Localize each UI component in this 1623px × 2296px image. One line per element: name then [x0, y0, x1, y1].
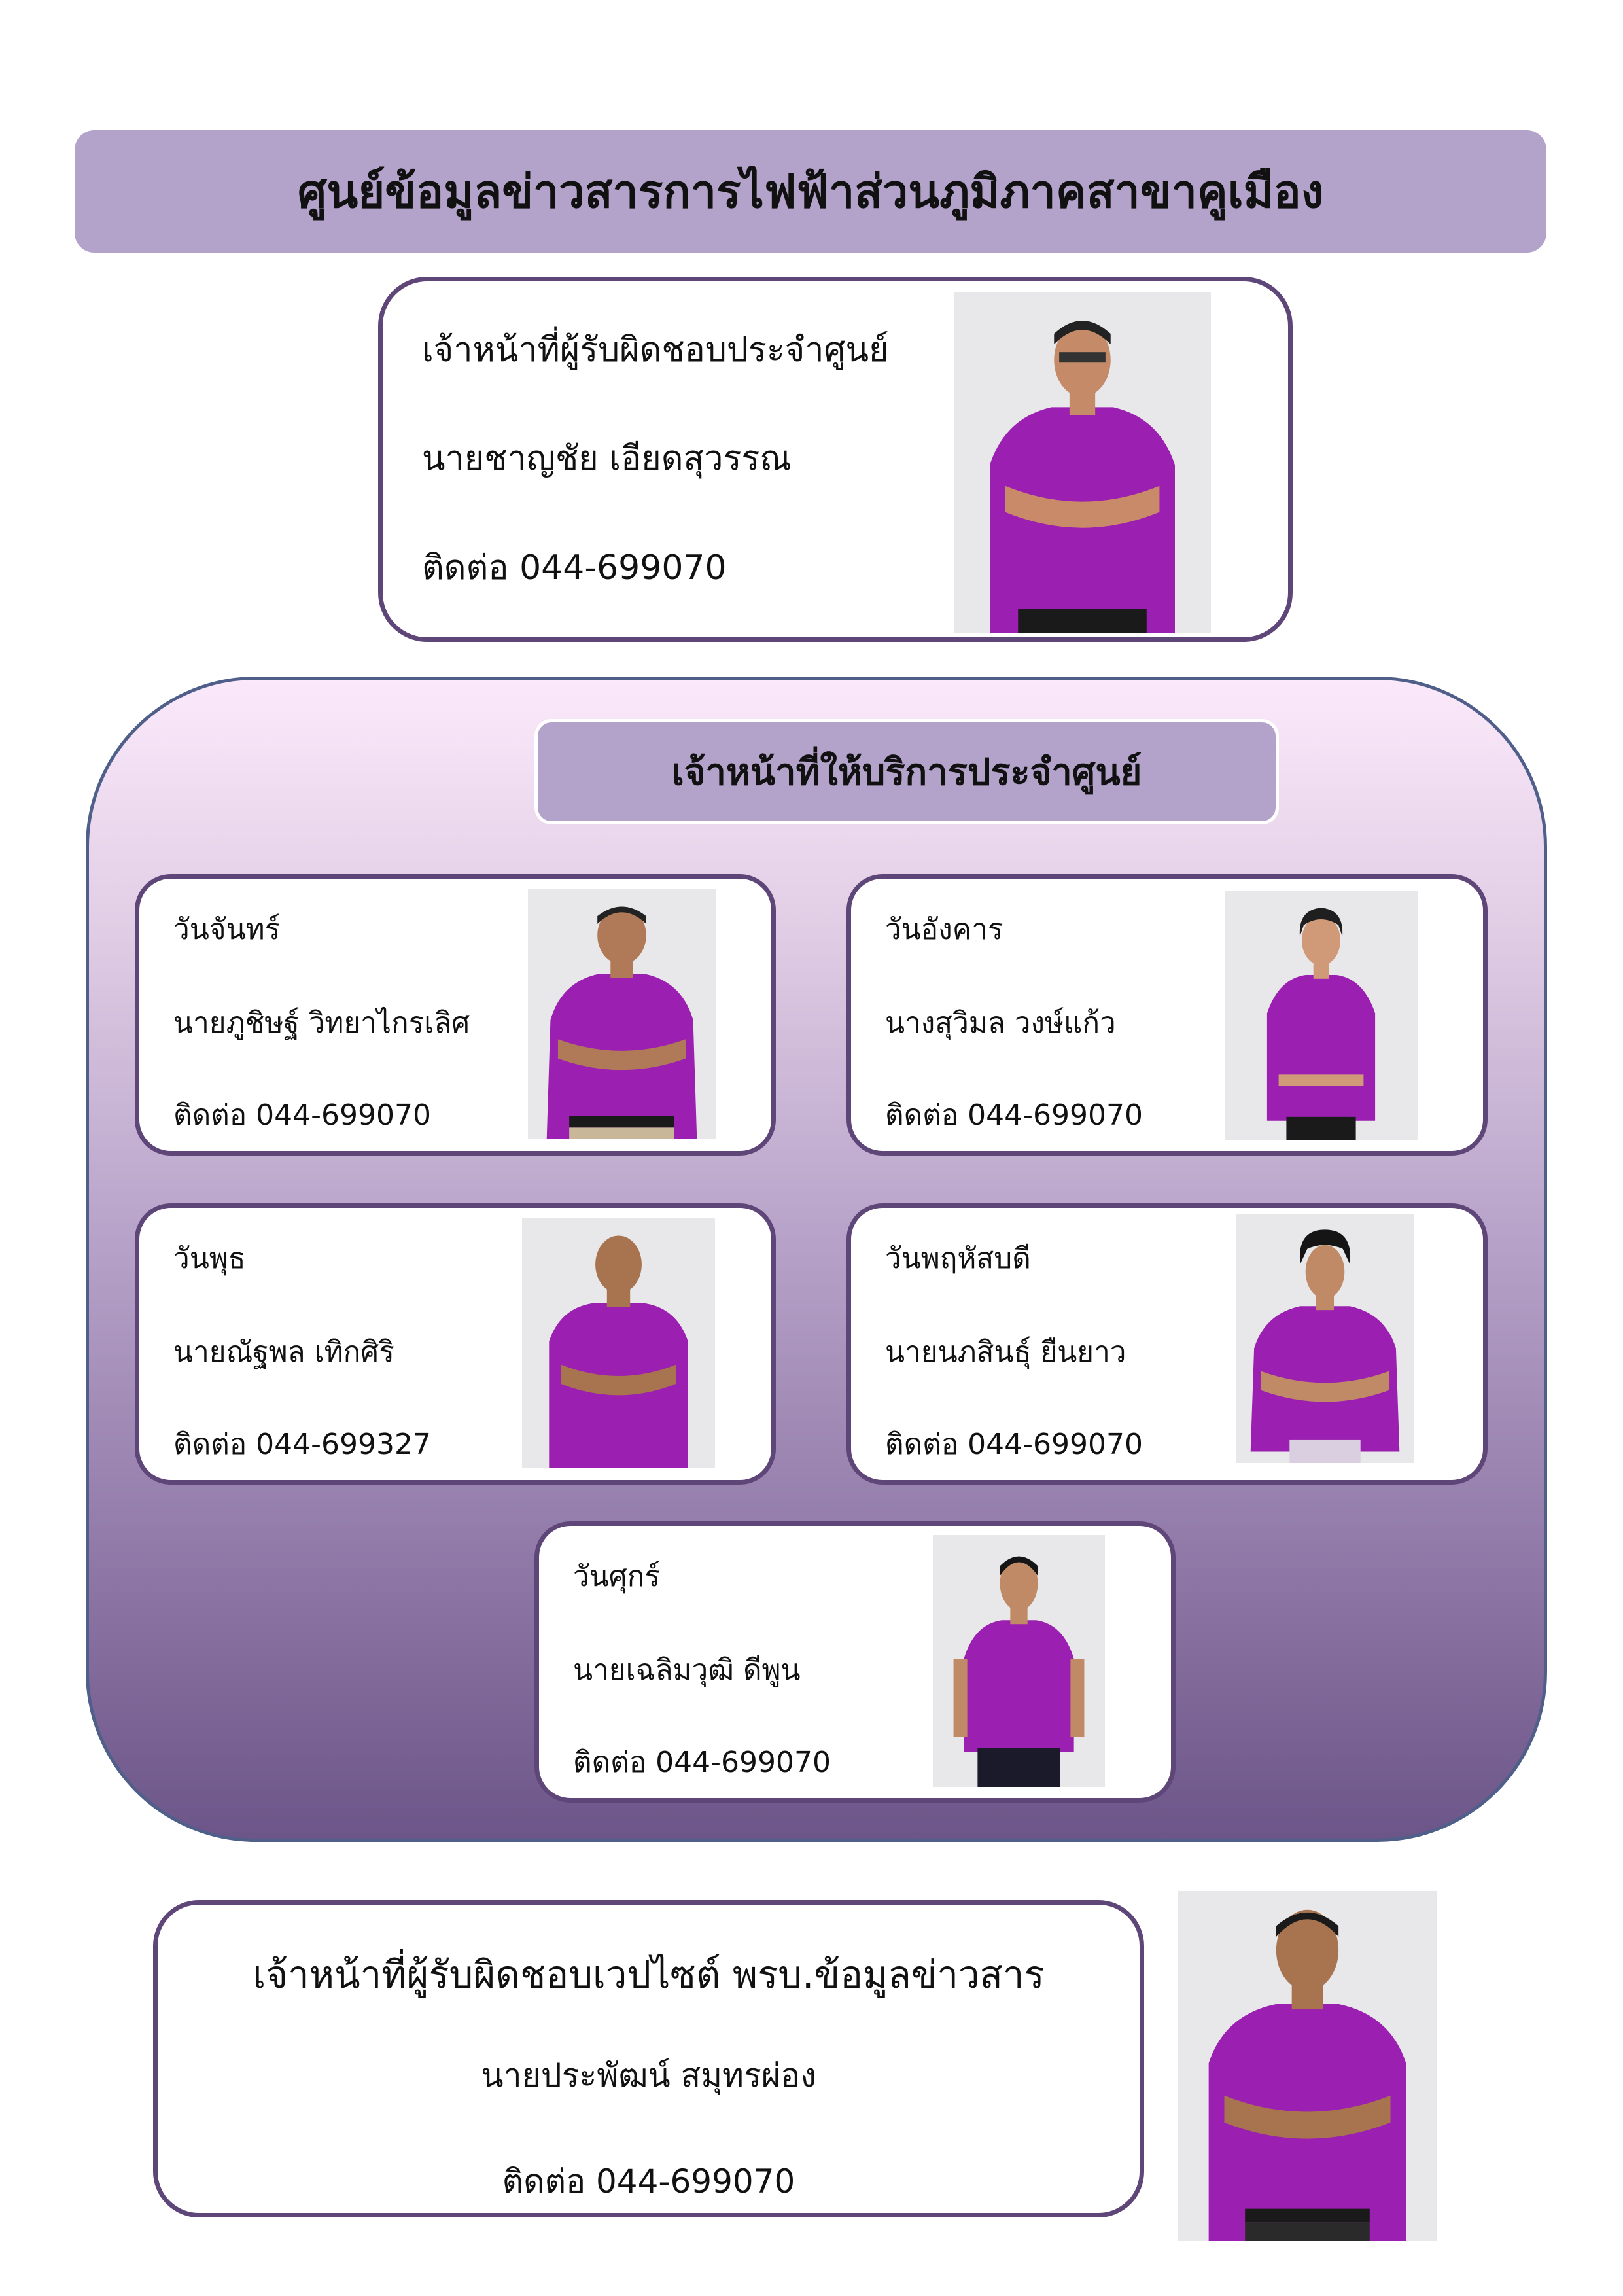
staff-name: นางสุวิมล วงษ์แก้ว — [885, 1006, 1116, 1040]
web-officer-name: นายประพัฒน์ สมุทรผ่อง — [481, 2057, 816, 2094]
staff-name: นายนภสินธุ์ ยืนยาว — [885, 1335, 1126, 1369]
web-officer-contact: ติดต่อ 044-699070 — [502, 2163, 795, 2200]
staff-day: วันพฤหัสบดี — [885, 1242, 1031, 1275]
staff-section-title: เจ้าหน้าที่ให้บริการประจำศูนย์ — [671, 751, 1142, 794]
head-officer-role: เจ้าหน้าที่ผู้รับผิดชอบประจำศูนย์ — [422, 330, 889, 370]
staff-contact: ติดต่อ 044-699070 — [573, 1746, 831, 1779]
staff-contact: ติดต่อ 044-699070 — [885, 1099, 1143, 1132]
staff-contact: ติดต่อ 044-699327 — [173, 1428, 431, 1461]
page-title: ศูนย์ข้อมูลข่าวสารการไฟฟ้าส่วนภูมิภาคสาขาคูเมือง — [298, 165, 1323, 219]
web-officer-photo — [1178, 1891, 1437, 2241]
staff-photo-friday — [933, 1535, 1105, 1787]
staff-section-header — [534, 719, 1279, 824]
staff-name: นายเฉลิมวุฒิ ดีพูน — [573, 1653, 801, 1687]
web-officer-card — [153, 1900, 1144, 2217]
staff-day: วันอังคาร — [885, 913, 1003, 946]
staff-name: นายภูชิษฐ์ วิทยาไกรเลิศ — [173, 1006, 470, 1040]
staff-day: วันศุกร์ — [573, 1560, 660, 1593]
staff-photo-wednesday — [522, 1218, 715, 1468]
staff-photo-monday — [528, 889, 716, 1139]
head-officer-name: นายชาญชัย เอียดสุวรรณ — [422, 439, 792, 478]
staff-contact: ติดต่อ 044-699070 — [173, 1099, 431, 1132]
staff-photo-thursday — [1236, 1214, 1414, 1463]
staff-name: นายณัฐพล เทิกศิริ — [173, 1335, 394, 1369]
staff-photo-tuesday — [1225, 891, 1418, 1140]
staff-day: วันพุธ — [173, 1242, 246, 1275]
title-banner — [75, 130, 1546, 253]
staff-day: วันจันทร์ — [173, 913, 281, 946]
web-officer-role: เจ้าหน้าที่ผู้รับผิดชอบเวปไซต์ พรบ.ข้อมูลข่าวสาร — [253, 1952, 1045, 1997]
head-officer-contact: ติดต่อ 044-699070 — [422, 548, 727, 588]
staff-contact: ติดต่อ 044-699070 — [885, 1428, 1143, 1461]
head-officer-photo — [954, 292, 1211, 633]
